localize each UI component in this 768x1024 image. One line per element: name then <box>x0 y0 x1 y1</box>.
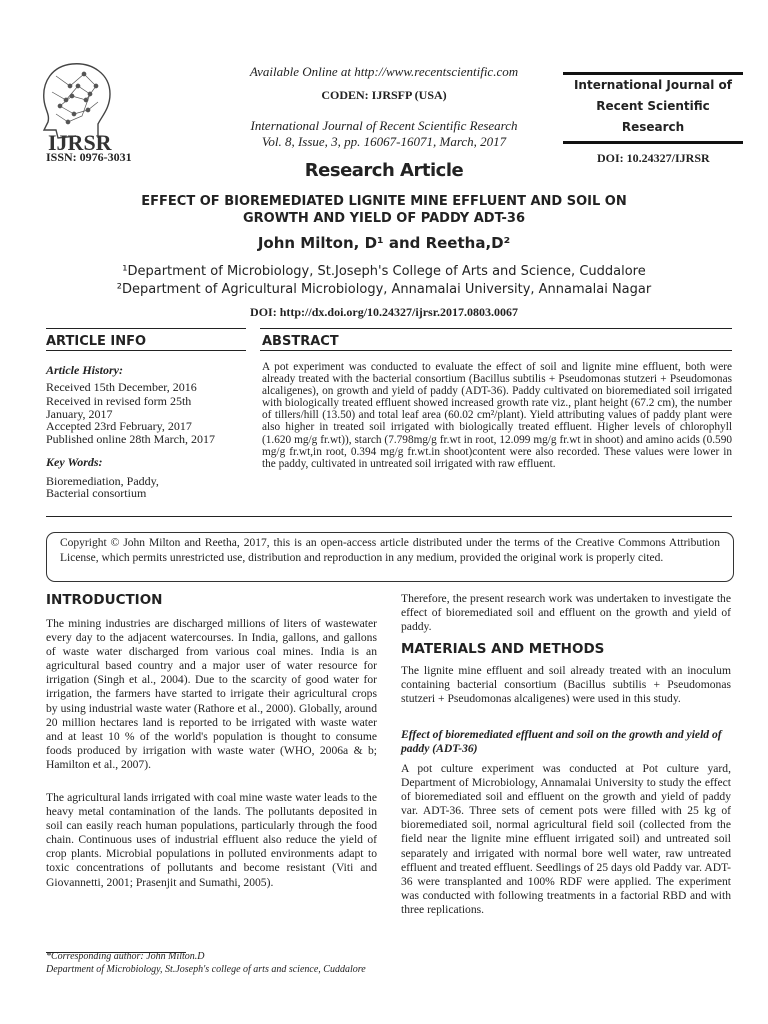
subsection-heading: Effect of bioremediated effluent and soil on the growth and yield of paddy (ADT-36) <box>401 728 722 755</box>
keywords-heading: Key Words: <box>46 455 103 469</box>
article-doi[interactable]: DOI: http://dx.doi.org/10.24327/ijrsr.2017.0803.0067 <box>250 305 518 319</box>
corresponding-author: *Corresponding author: John Milton.D <box>46 951 205 962</box>
journal-volume: Vol. 8, Issue, 3, pp. 16067-16071, March, 2017 <box>261 134 507 149</box>
authors: John Milton, D¹ and Reetha,D² <box>257 234 511 252</box>
history-item: Received 15th December, 2016 <box>46 380 197 394</box>
article-info-heading: ARTICLE INFO <box>46 334 147 349</box>
keywords: Bioremediation, Paddy, <box>46 474 159 488</box>
author-department: Department of Microbiology, St.Joseph's college of arts and science, Cuddalore <box>46 964 366 975</box>
paragraph: A pot culture experiment was conducted at Pot culture yard, Department of Microbiology, Annamalai University to study the effect of bioremediated soil and effluent on the growth and yield of paddy var. ADT-36. Three sets of cement pots were filled with 25 kg of bioremediated soil, normal agricultural field soil (collected from the field near the lignite mine effluent irrigated soil) and untreated soil separately and irrigated with normal bore well water, raw untreated effluent and treated effluent. Seedlings of 25 days old Paddy var. ADT-36 were transplanted and 100% RDF were applied. The experiment was conducted with following treatments in a factorial RBD and with three replications. <box>401 762 731 916</box>
section-heading: INTRODUCTION <box>46 592 163 608</box>
keywords: Bacterial consortium <box>46 486 147 500</box>
journal-box-line: Research <box>621 120 685 134</box>
affiliation: ¹Department of Microbiology, St.Joseph's College of Arts and Science, Cuddalore <box>122 264 646 279</box>
paragraph: The agricultural lands irrigated with coal mine waste water leads to the heavy metal contamination of the lands. The pollutants deposited in soil can easily reach human populations, particularly through the food chain. Continuous uses of industrial effluent also reduce the yield of crop plants. Microbial populations in polluted environments adapt to toxic concentrations of pollutants and become resistant (Viti and Giovannetti, 2001; Prasenjit and Sumathi, 2005). <box>46 791 377 889</box>
issn: ISSN: 0976-3031 <box>46 150 132 164</box>
svg-text:IJRSR: IJRSR <box>48 130 112 152</box>
journal-box-line: International Journal of <box>573 78 733 92</box>
paragraph: Therefore, the present research work was undertaken to investigate the effect of bioremediated soil and effluent on the growth and yield of paddy. <box>401 592 731 634</box>
abstract-heading: ABSTRACT <box>262 334 339 349</box>
paragraph: The lignite mine effluent and soil already treated with an inoculum containing bacterial consortium (Bacillus subtilis + Pseudomonas stutzeri + Pseudomonas alcaligenes) were used in this study. <box>401 664 731 706</box>
abstract-text: A pot experiment was conducted to evaluate the effect of soil and lignite mine effluent, both were already treated with the bacterial consortium (Bacillus subtilis + Pseudomonas stutzeri + Pseudomonas alcaligenes), on growth and yield of paddy (ADT-36). Paddy cultivated on bioremediated soil irrigated with biologically treated effluent showed increased growth rate viz., plant height (67.2 cm), the number of tillers/hill (13.50) and total leaf area (60.02 cm²/plant). Yield attributing values of paddy plant were also higher in treated soil irrigated with biologically treated effluent. Higher levels of chlorophyll (1.620 mg/g fr.wt)), starch (7.798mg/g fr.wt in root, 12.099 mg/g fr.wt in shoot) and amino acids (0.590 mg/g fr.wt,in root, 0.394 mg/g fr.wt.in shoot)content were also recorded. These values were lower in the paddy, cultivated in untreated soil irrigated with raw effluent. <box>262 361 732 470</box>
coden: CODEN: IJRSFP (USA) <box>321 88 447 102</box>
journal-title-box <box>563 72 743 144</box>
article-title: GROWTH AND YIELD OF PADDY ADT-36 <box>242 211 526 226</box>
divider <box>46 350 246 351</box>
available-online: Available Online at http://www.recentscientific.com <box>249 64 519 79</box>
article-type: Research Article <box>304 160 464 181</box>
history-heading: Article History: <box>46 363 123 377</box>
history-item: Accepted 23rd February, 2017 <box>46 419 192 433</box>
divider <box>46 516 732 517</box>
journal-name: International Journal of Recent Scientific Research <box>250 118 518 133</box>
copyright-text: Copyright © John Milton and Reetha, 2017, this is an open-access article distributed under the terms of the Creative Commons Attribution License, which permits unrestricted use, distribution and reproduction in any medium, provided the original work is properly cited. <box>60 537 720 564</box>
section-heading: MATERIALS AND METHODS <box>401 641 605 657</box>
journal-box-line: Recent Scientific <box>596 99 710 113</box>
history-item: January, 2017 <box>46 407 113 421</box>
paragraph: The mining industries are discharged millions of liters of wastewater every day to the adjacent watercourses. In India, gallons, and gallons of waste water discharged from various coal mines. India is an agricultural based country and a major user of water resource for irrigation (Singh et al., 2004). Due to the scarcity of good water for irrigation, the farmers have started to irrigate their agricultural crops by using industrial waste water (Rathore et al., 2000). Globally, around 20 million hectares land is reported to be irrigated with waste water and at least 10 % of the world's population is thought to consume foods produced by irrigation with waste water (WHO, 2006a & b; Hamilton et al., 2007). <box>46 617 377 771</box>
journal-doi: DOI: 10.24327/IJRSR <box>597 151 710 165</box>
divider <box>46 328 246 329</box>
history-item: Published online 28th March, 2017 <box>46 432 215 446</box>
divider <box>260 350 732 351</box>
history-item: Received in revised form 25th <box>46 394 192 408</box>
divider <box>260 328 732 329</box>
article-title: EFFECT OF BIOREMEDIATED LIGNITE MINE EFFLUENT AND SOIL ON <box>141 194 627 209</box>
affiliation: ²Department of Agricultural Microbiology, Annamalai University, Annamalai Nagar <box>116 282 652 297</box>
